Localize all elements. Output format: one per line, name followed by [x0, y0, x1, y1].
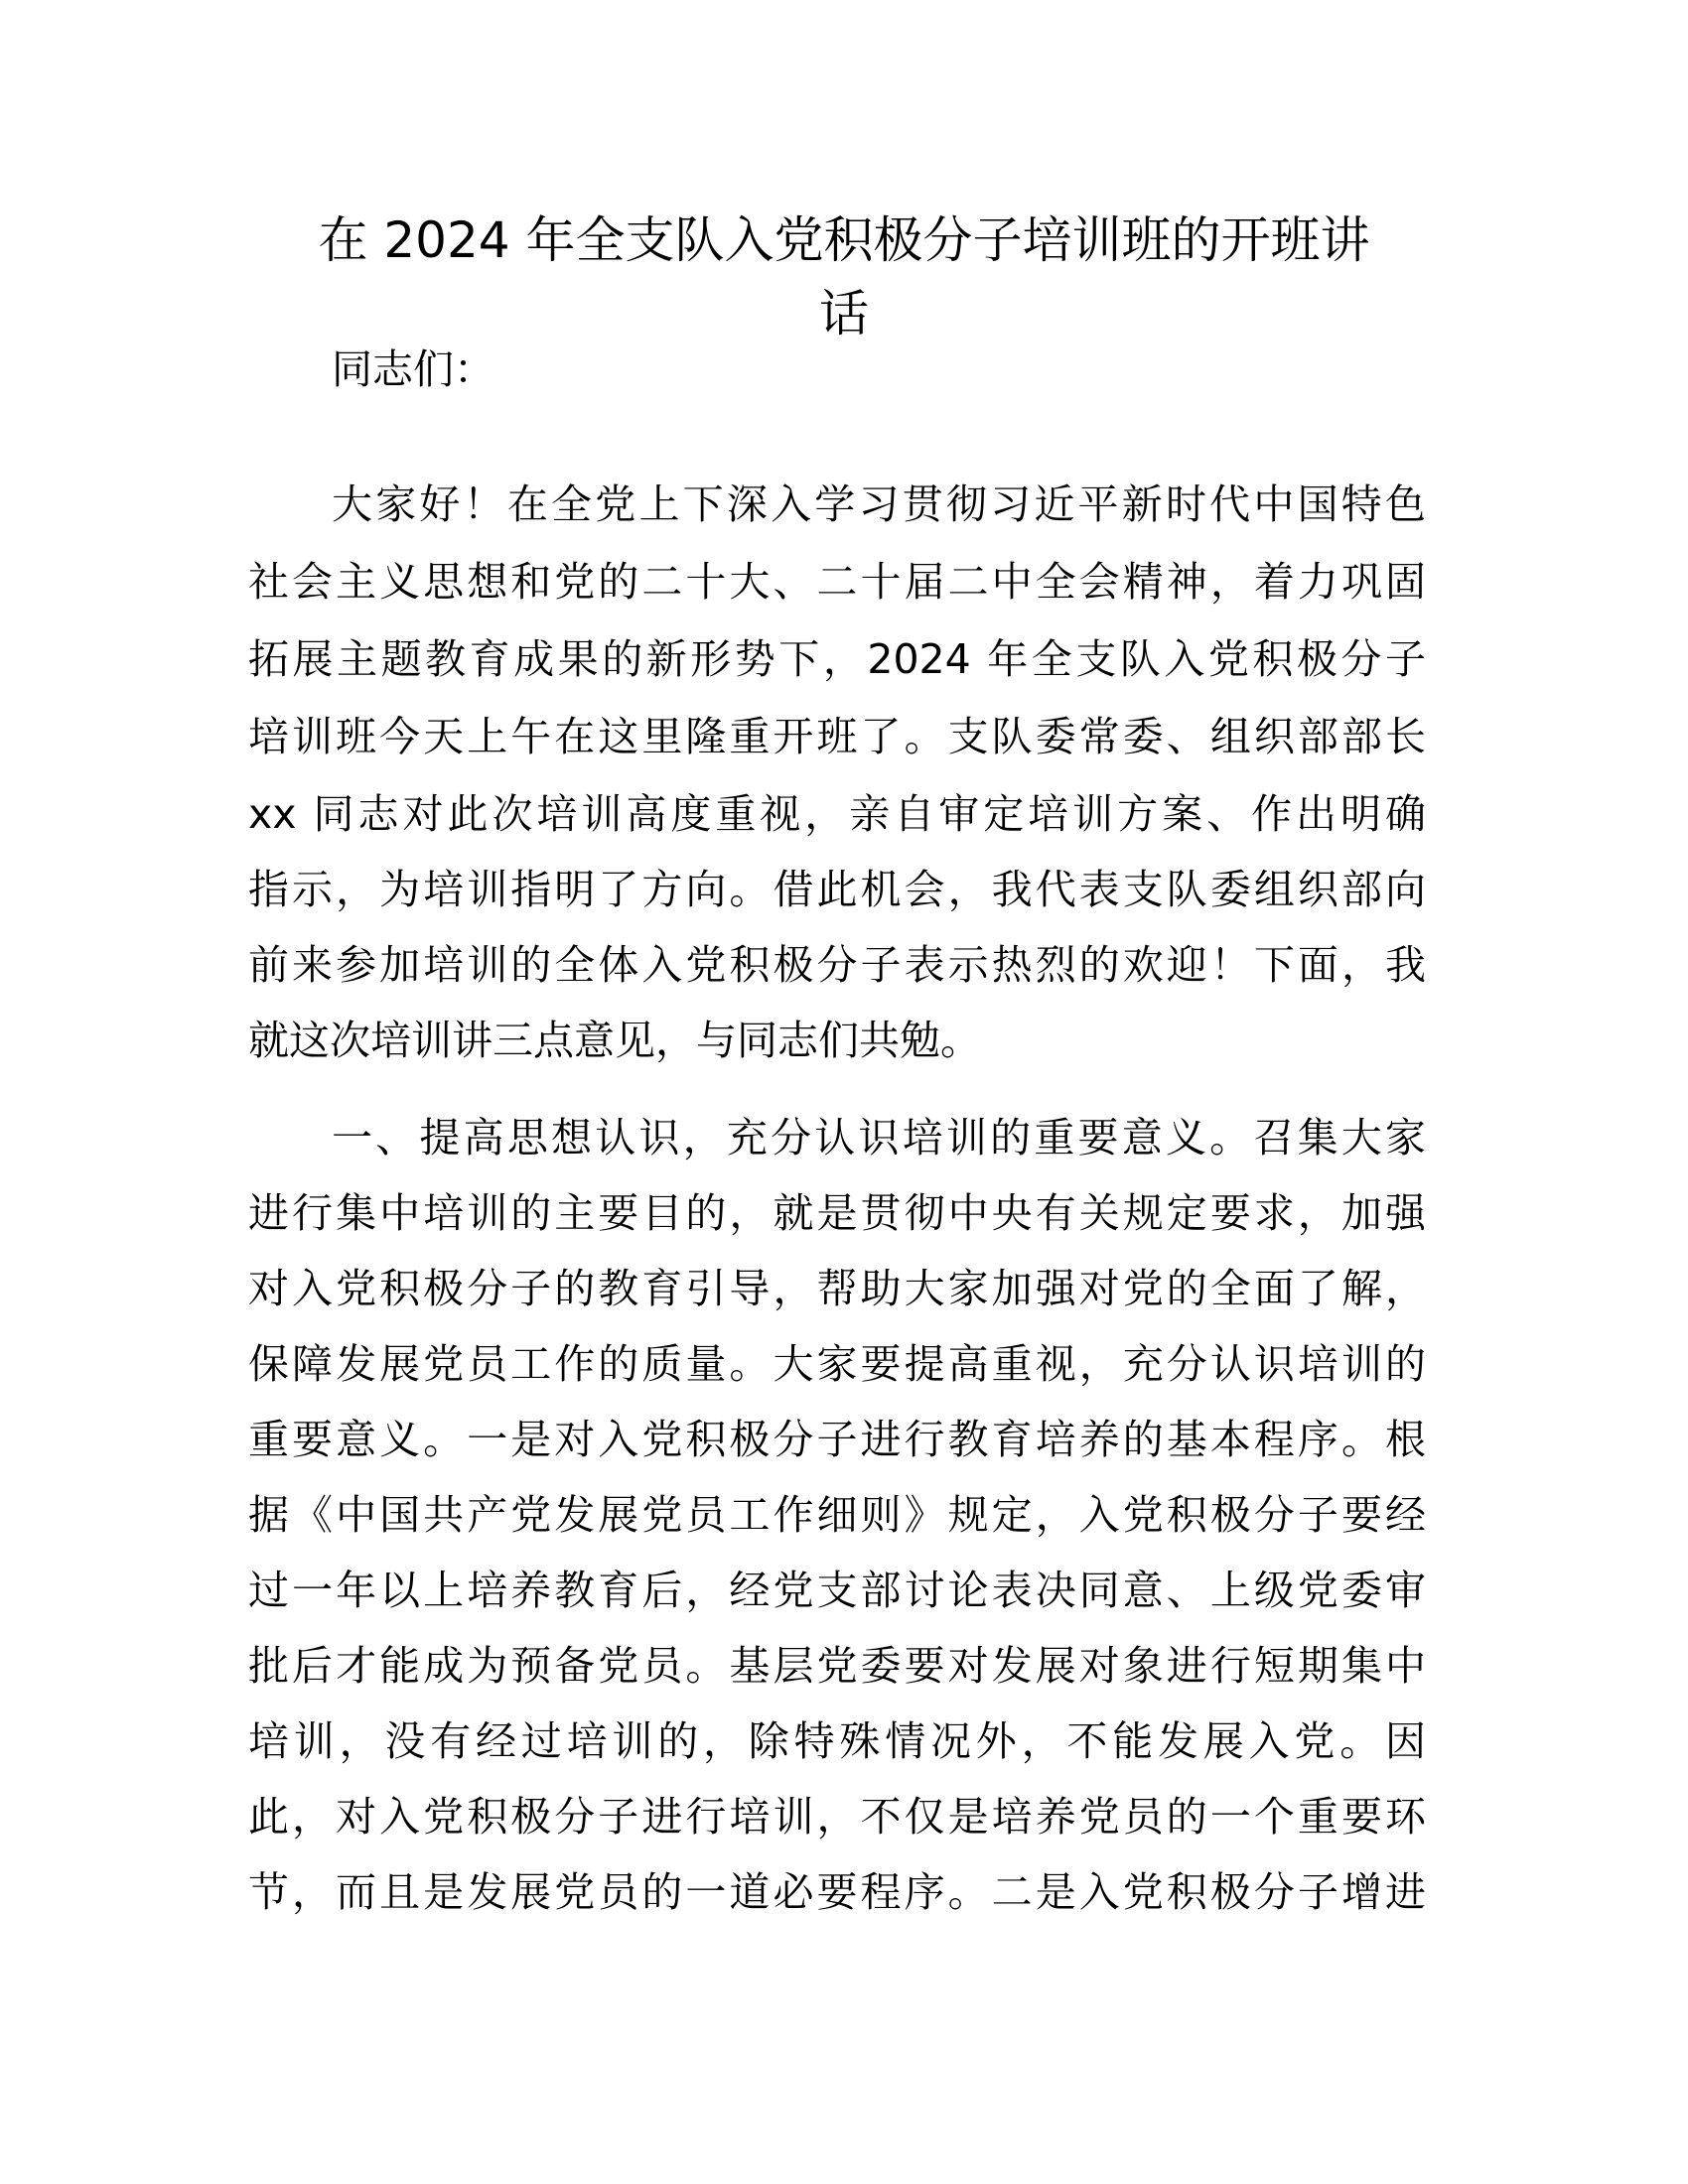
paragraph-line: 此，对入党积极分子进行培训，不仅是培养党员的一个重要环 [248, 1793, 1426, 1841]
paragraph-line: 重要意义。一是对入党积极分子进行教育培养的基本程序。根 [248, 1416, 1426, 1463]
salutation: 同志们： [332, 345, 494, 393]
paragraph-line: 保障发展党员工作的质量。大家要提高重视，充分认识培训的 [248, 1340, 1426, 1388]
paragraph-line: 社会主义思想和党的二十大、二十届二中全会精神，着力巩固 [248, 558, 1426, 606]
paragraph-line: 对入党积极分子的教育引导，帮助大家加强对党的全面了解， [248, 1265, 1426, 1312]
paragraph-line: 就这次培训讲三点意见，与同志们共勉。 [248, 1017, 981, 1064]
paragraph-line: 节，而且是发展党员的一道必要程序。二是入党积极分子增进 [248, 1868, 1426, 1916]
paragraph-line: 拓展主题教育成果的新形势下，2024 年全支队入党积极分子 [248, 635, 1426, 683]
paragraph-line: 大家好！在全党上下深入学习贯彻习近平新时代中国特色 [332, 480, 1426, 528]
document-title-line-1: 在 2024 年全支队入党积极分子培训班的开班讲 [318, 211, 1370, 269]
paragraph-line: xx 同志对此次培训高度重视，亲自审定培训方案、作出明确 [248, 790, 1426, 838]
paragraph-line: 一、提高思想认识，充分认识培训的重要意义。召集大家 [332, 1114, 1426, 1161]
document-title-line-2: 话 [819, 285, 869, 342]
paragraph-line: 过一年以上培养教育后，经党支部讨论表决同意、上级党委审 [248, 1567, 1426, 1614]
paragraph-line: 批后才能成为预备党员。基层党委要对发展对象进行短期集中 [248, 1642, 1426, 1690]
paragraph-line: 前来参加培训的全体入党积极分子表示热烈的欢迎！下面，我 [248, 941, 1426, 989]
paragraph-line: 指示，为培训指明了方向。借此机会，我代表支队委组织部向 [248, 866, 1426, 913]
paragraph-line: 培训，没有经过培训的，除特殊情况外，不能发展入党。因 [248, 1717, 1426, 1765]
paragraph-line: 进行集中培训的主要目的，就是贯彻中央有关规定要求，加强 [248, 1189, 1426, 1237]
paragraph-line: 培训班今天上午在这里隆重开班了。支队委常委、组织部部长 [248, 713, 1426, 760]
paragraph-line: 据《中国共产党发展党员工作细则》规定，入党积极分子要经 [248, 1491, 1426, 1539]
